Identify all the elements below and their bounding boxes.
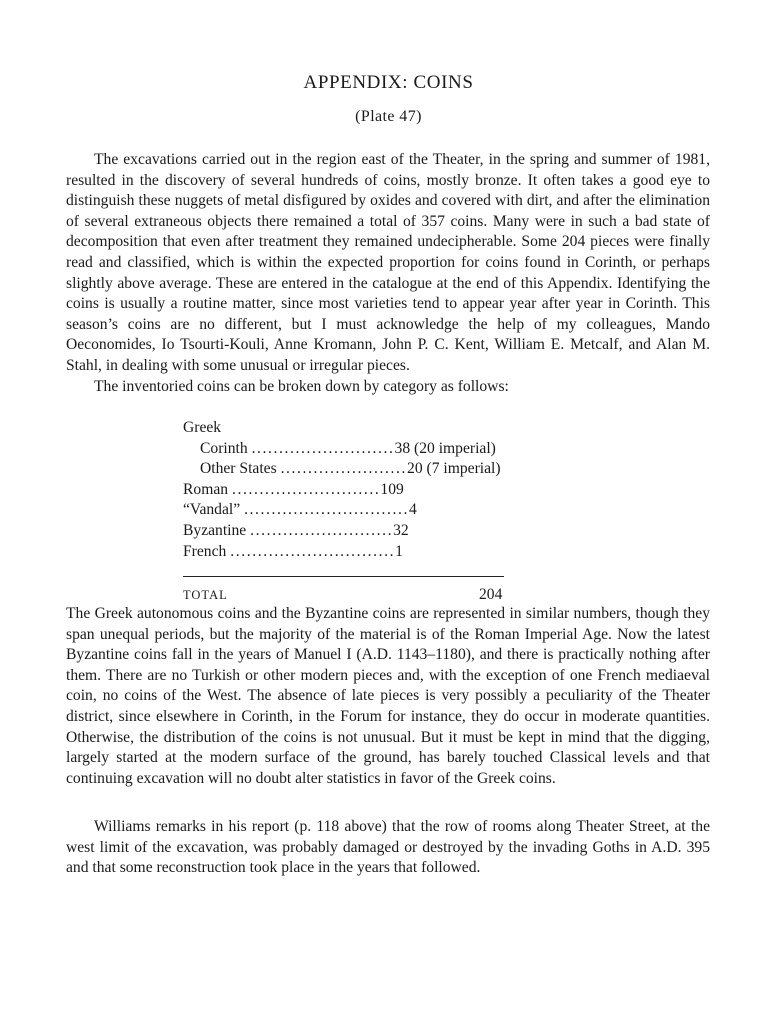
body-text-upper — [66, 150, 710, 397]
leader-dots: ....................... — [280, 460, 408, 478]
paragraph-breakdown-intro: The inventoried coins can be broken down by category as follows: — [94, 377, 509, 395]
tally-label: French — [183, 542, 227, 560]
tally-label: Byzantine — [183, 521, 247, 539]
tally-value: 4 — [409, 501, 417, 519]
coin-tally-table — [183, 418, 513, 562]
leader-dots: .............................. — [244, 501, 410, 519]
tally-label: “Vandal” — [183, 501, 241, 519]
body-text-distribution — [66, 604, 710, 789]
tally-row-other-states — [183, 459, 513, 480]
tally-row-byzantine — [183, 521, 513, 542]
tally-label: Roman — [183, 480, 229, 498]
tally-note: (20 imperial) — [410, 439, 496, 457]
total-label: TOTAL — [183, 588, 228, 602]
leader-dots: .......................... — [251, 439, 395, 457]
tally-value: 109 — [380, 480, 404, 498]
plate-reference: (Plate 47) — [355, 108, 422, 125]
body-text-williams — [66, 817, 710, 879]
appendix-title: APPENDIX: COINS — [303, 72, 474, 93]
tally-value: 32 — [393, 521, 409, 539]
tally-value: 1 — [395, 542, 403, 560]
paragraph-williams: Williams remarks in his report (p. 118 above) that the row of rooms along Theater Street, at the west limit of the excavation, was probably damaged or destroyed by the invading Goths in A.D. 395 and that some reconstruction took place in the years that followed. — [66, 818, 710, 877]
leader-dots: ........................... — [231, 480, 381, 498]
tally-row-corinth — [183, 439, 513, 460]
tally-row-roman — [183, 480, 513, 501]
tally-note: (7 imperial) — [422, 460, 501, 478]
total-value: 204 — [479, 586, 503, 603]
tally-value: 38 — [394, 439, 411, 457]
tally-label: Corinth — [200, 439, 248, 457]
leader-dots: .......................... — [250, 521, 394, 539]
tally-row-vandal — [183, 500, 513, 521]
leader-dots: .............................. — [230, 542, 396, 560]
tally-value: 20 — [407, 460, 423, 478]
tally-row-french — [183, 542, 513, 563]
paragraph-introduction: The excavations carried out in the region east of the Theater, in the spring and summer of 1981, resulted in the discovery of several hundreds of coins, mostly bronze. It often takes a good eye to distinguish these nuggets of metal disfigured by oxides and covered with dirt, and after the elimination of several extraneous objects there remained a total of 357 coins. Many were in such a bad state of decomposition that even after treatment they remained undecipherable. Some 204 pieces were finally read and classified, which is within the expected proportion for coins found in Corinth, or perhaps slightly above average. These are entered in the catalogue at the end of this Appendix. Identifying the coins is usually a routine matter, since most varieties tend to appear year after year in Corinth. This season’s coins are no different, but I must acknowledge the help of my colleagues, Mando Oeconomides, Io Tsourti-Kouli, Anne Kromann, John P. C. Kent, William E. Metcalf, and Alan M. Stahl, in dealing with some unusual or irregular pieces. — [66, 151, 710, 374]
tally-label: Other States — [200, 460, 277, 478]
tally-group-heading: Greek — [183, 419, 222, 436]
total-divider — [183, 576, 504, 577]
paragraph-distribution: The Greek autonomous coins and the Byzantine coins are represented in similar numbers, though they span unequal periods, but the majority of the material is of the Roman Imperial Age. Now the latest Byzantine coins fall in the years of Manuel I (A.D. 1143–1180), and there is practically nothing after them. There are no Turkish or other modern pieces and, with the exception of one French mediaeval coin, no coins of the West. The absence of late pieces is very possibly a peculiarity of the Theater district, since elsewhere in Corinth, in the Forum for instance, they do occur in moderate quantities. Otherwise, the distribution of the coins is not unusual. But it must be kept in mind that the digging, largely started at the modern surface of the ground, has barely touched Classical levels and that continuing excavation will no doubt alter statistics in favor of the Greek coins. — [66, 605, 710, 787]
